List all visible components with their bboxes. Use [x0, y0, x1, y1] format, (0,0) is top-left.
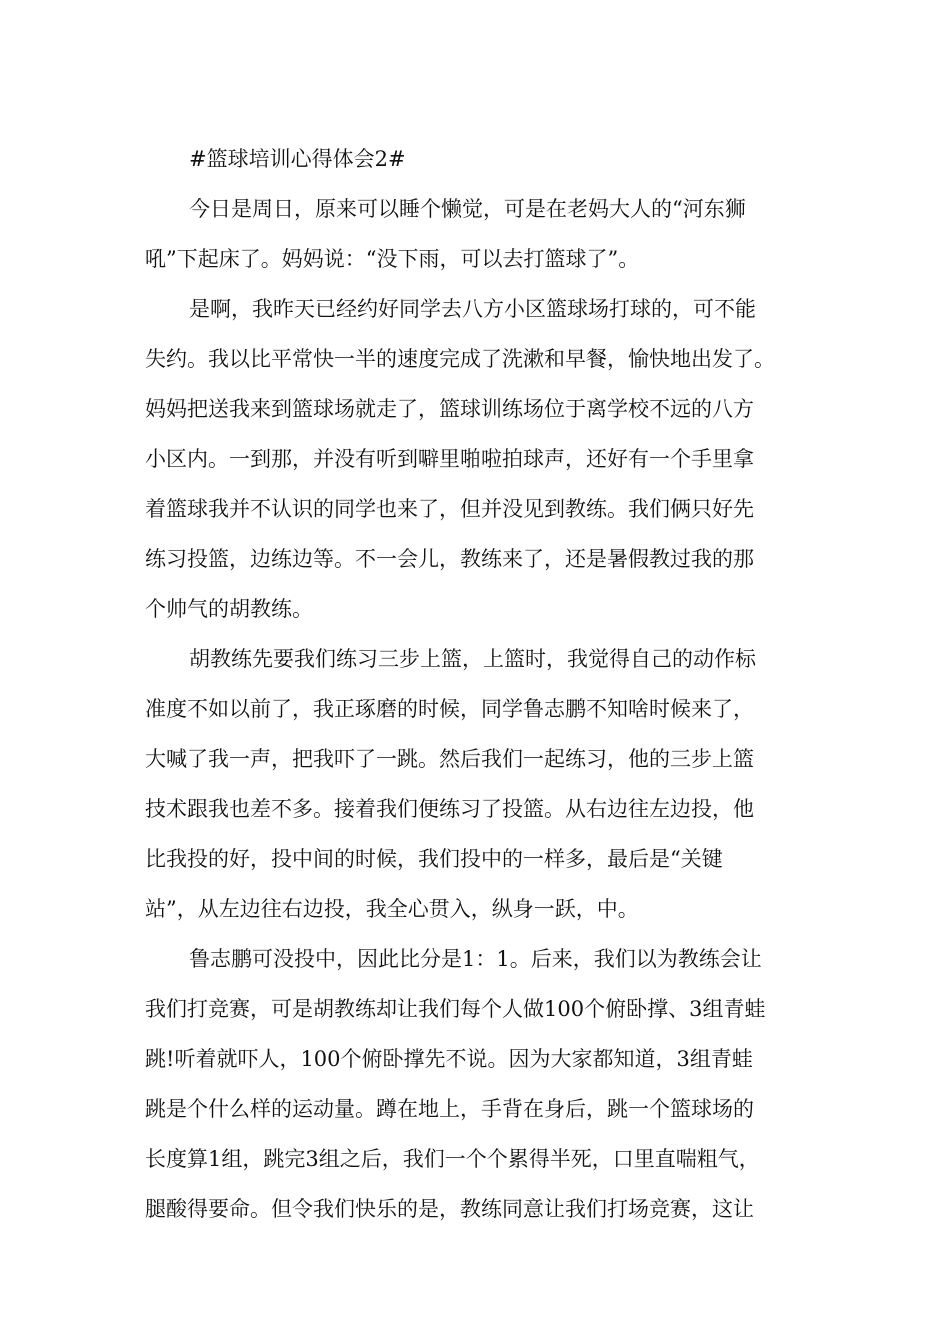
paragraph-line: 练习投篮，边练边等。不一会儿，教练来了，还是暑假教过我的那 — [145, 547, 754, 571]
paragraph-line: 鲁志鹏可没投中，因此比分是1：1。后来，我们以为教练会让 — [189, 947, 762, 971]
paragraph-line: 我们打竞赛，可是胡教练却让我们每个人做100个俯卧撑、3组青蛙 — [145, 997, 766, 1021]
paragraph-line: 跳是个什么样的运动量。蹲在地上，手背在身后，跳一个篮球场的 — [145, 1097, 754, 1121]
document-body — [145, 134, 835, 1234]
paragraph-line: 是啊，我昨天已经约好同学去八方小区篮球场打球的，可不能 — [189, 297, 756, 321]
paragraph-line: 腿酸得要命。但令我们快乐的是，教练同意让我们打场竞赛，这让 — [145, 1197, 754, 1221]
paragraph-3 — [145, 634, 835, 934]
paragraph-line: 个帅气的胡教练。 — [145, 597, 313, 621]
paragraph-line: 今日是周日，原来可以睡个懒觉，可是在老妈大人的“河东狮 — [189, 197, 746, 221]
paragraph-line: 妈妈把送我来到篮球场就走了，篮球训练场位于离学校不远的八方 — [145, 397, 754, 421]
paragraph-line: 胡教练先要我们练习三步上篮，上篮时，我觉得自己的动作标 — [189, 647, 756, 671]
paragraph-line: 吼”下起床了。妈妈说：“没下雨，可以去打篮球了”。 — [145, 247, 640, 271]
paragraph-4 — [145, 934, 835, 1234]
paragraph-line: 大喊了我一声，把我吓了一跳。然后我们一起练习，他的三步上篮 — [145, 747, 754, 771]
paragraph-line: 技术跟我也差不多。接着我们便练习了投篮。从右边往左边投，他 — [145, 797, 754, 821]
paragraph-line: 跳!听着就吓人，100个俯卧撑先不说。因为大家都知道，3组青蛙 — [145, 1047, 753, 1071]
paragraph-2 — [145, 284, 835, 634]
document-heading: #篮球培训心得体会2# — [189, 147, 406, 171]
paragraph-line: 失约。我以比平常快一半的速度完成了洗漱和早餐，愉快地出发了。 — [145, 347, 775, 371]
paragraph-line: 小区内。一到那，并没有听到噼里啪啦拍球声，还好有一个手里拿 — [145, 447, 754, 471]
paragraph-1 — [145, 184, 835, 284]
paragraph-line: 比我投的好，投中间的时候，我们投中的一样多，最后是“关键 — [145, 847, 723, 871]
paragraph-line: 着篮球我并不认识的同学也来了，但并没见到教练。我们俩只好先 — [145, 497, 754, 521]
paragraph-line: 站”，从左边往右边投，我全心贯入，纵身一跃，中。 — [145, 897, 639, 921]
paragraph-line: 准度不如以前了，我正琢磨的时候，同学鲁志鹏不知啥时候来了， — [145, 697, 754, 721]
paragraph-line: 长度算1组，跳完3组之后，我们一个个累得半死，口里直喘粗气， — [145, 1147, 760, 1171]
